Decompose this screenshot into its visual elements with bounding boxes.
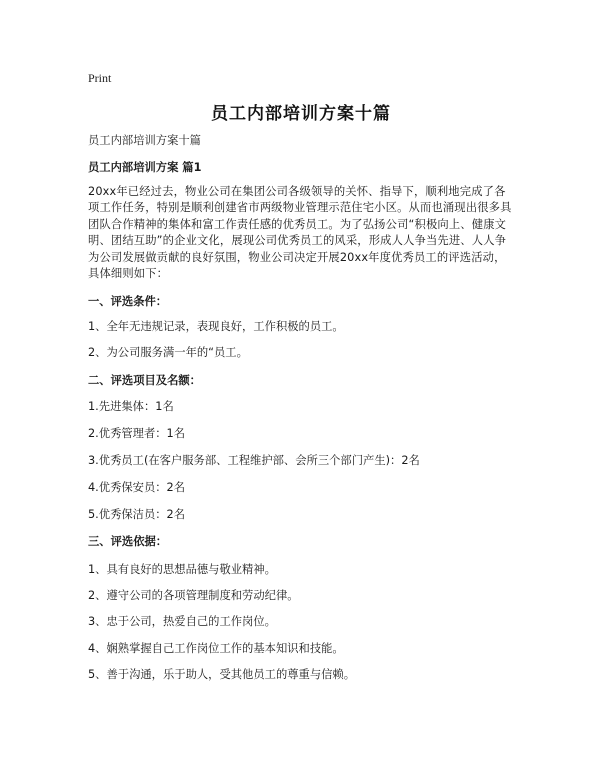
section2-item: 2.优秀管理者：1名 xyxy=(88,427,186,440)
section2-item: 5.优秀保洁员：2名 xyxy=(88,508,186,521)
section3-item: 5、善于沟通，乐于助人，受其他员工的尊重与信赖。 xyxy=(88,668,356,681)
page-title: 员工内部培训方案十篇 xyxy=(211,104,391,124)
section2-item: 3.优秀员工(在客户服务部、工程维护部、会所三个部门产生)：2名 xyxy=(88,454,420,467)
section3-item: 4、娴熟掌握自己工作岗位工作的基本知识和技能。 xyxy=(88,642,344,655)
section3-item: 2、遵守公司的各项管理制度和劳动纪律。 xyxy=(88,589,299,602)
section1-item: 2、为公司服务满一年的“员工。 xyxy=(88,346,248,359)
section3-heading: 三、评选依据： xyxy=(88,535,168,548)
section2-item: 1.先进集体：1名 xyxy=(88,400,174,413)
intro-paragraph: 20xx年已经过去，物业公司在集团公司各级领导的关怀、指导下，顺利地完成了各项工作任务，特别是顺利创建省市两级物业管理示范住宅小区。从而也涌现出很多具团队合作精神的集体和富工作责任感的优秀员工。为了弘扬公司“积极向上、健康文明、团结互助”的企业文化，展现公司优秀员工的风采，形成人人争当先进、人人争为公司发展做贡献的良好氛围，物业公司决定开展20xx年度优秀员工的评选活动，具体细则如下： xyxy=(88,185,512,281)
section2-heading: 二、评选项目及名额： xyxy=(88,374,201,387)
section3-item: 3、忠于公司，热爱自己的工作岗位。 xyxy=(88,615,276,628)
section1-heading: 一、评选条件： xyxy=(88,295,168,308)
print-label: Print xyxy=(88,71,112,85)
document-subtitle: 员工内部培训方案十篇 xyxy=(88,134,201,147)
section1-item: 1、全年无违规记录，表现良好，工作积极的员工。 xyxy=(88,320,344,333)
section3-item: 1、具有良好的思想品德与敬业精神。 xyxy=(88,563,276,576)
section2-item: 4.优秀保安员：2名 xyxy=(88,481,186,494)
section-heading: 员工内部培训方案 篇1 xyxy=(88,161,202,174)
